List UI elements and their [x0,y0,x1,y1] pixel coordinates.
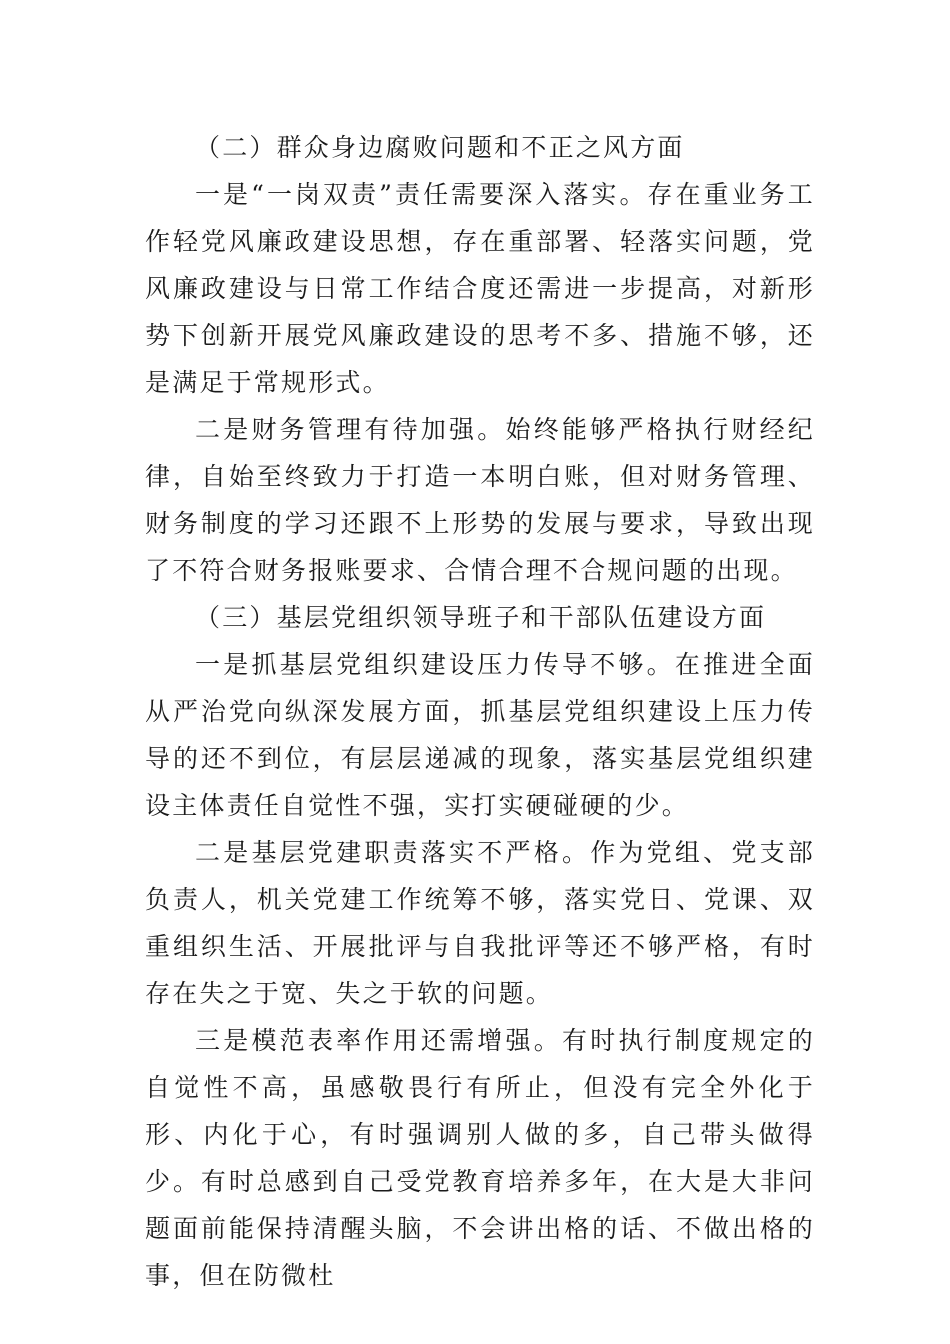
section-heading-2: （二）群众身边腐败问题和不正之风方面 [195,133,685,162]
section-heading-3: （三）基层党组织领导班子和干部队伍建设方面 [195,603,767,632]
paragraph-duties: 二是基层党建职责落实不严格。作为党组、党支部负责人，机关党建工作统筹不够，落实党日、党课、双重组织生活、开展批评与自我批评等还不够严格，有时存在失之于宽、失之于软的问题。 [145,838,815,1008]
paragraph-pressure: 一是抓基层党组织建设压力传导不够。在推进全面从严治党向纵深发展方面，抓基层党组织建设上压力传导的还不到位，有层层递减的现象，落实基层党组织建设主体责任自觉性不强，实打实硬碰硬的少。 [145,650,815,820]
paragraph-responsibility: 一是“一岗双责”责任需要深入落实。存在重业务工作轻党风廉政建设思想，存在重部署、轻落实问题，党风廉政建设与日常工作结合度还需进一步提高，对新形势下创新开展党风廉政建设的思考不多、措施不够，还是满足于常规形式。 [145,180,815,397]
paragraph-role-model: 三是模范表率作用还需增强。有时执行制度规定的自觉性不高，虽感敬畏行有所止，但没有完全外化于形、内化于心，有时强调别人做的多，自己带头做得少。有时总感到自己受党教育培养多年，在大是大非问题面前能保持清醒头脑，不会讲出格的话、不做出格的事，但在防微杜 [145,1026,815,1290]
paragraph-finance: 二是财务管理有待加强。始终能够严格执行财经纪律，自始至终致力于打造一本明白账，但对财务管理、财务制度的学习还跟不上形势的发展与要求，导致出现了不符合财务报账要求、合情合理不合规问题的出现。 [145,415,815,585]
document-body [145,124,815,1299]
